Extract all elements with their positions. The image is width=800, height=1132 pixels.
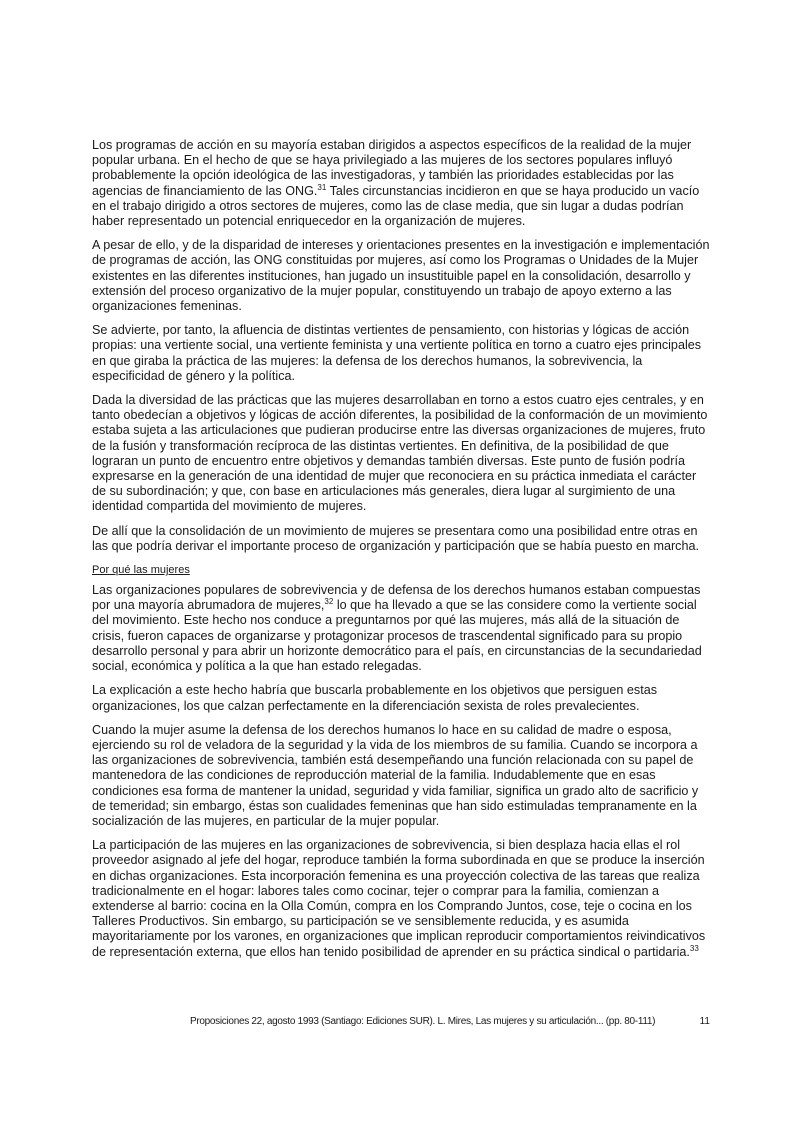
paragraph-5: De allí que la consolidación de un movimiento de mujeres se presentara como una posibilidad entre otras en las que podría derivar el importante proceso de organización y participación que se había puesto en marcha. xyxy=(92,523,699,553)
document-body xyxy=(92,138,710,969)
section-paragraph-2: La explicación a este hecho habría que buscarla probablemente en los objetivos que persiguen estas organizaciones, los que calzan perfectamente en la diferenciación sexista de roles prevalecientes. xyxy=(92,683,657,713)
page-footer xyxy=(190,1015,710,1029)
page-number: 11 xyxy=(699,1016,710,1027)
paragraph-4: Dada la diversidad de las prácticas que las mujeres desarrollaban en torno a estos cuatro ejes centrales, y en tanto obedecían a objetivos y lógicas de acción diferentes, la posibilidad de la conformación de un movimiento estaba sujeta a las articulaciones que pudieran producirse entre las diversas organizaciones de mujeres, fruto de la fusión y transformación recíproca de las distintas vertientes. En definitiva, de la posibilidad de que lograran un punto de encuentro entre objetivos y demandas también diversas. Este punto de fusión podría expresarse en la generación de una identidad de mujer que reconociera en su práctica inmediata el carácter de su subordinación; y que, con base en articulaciones más generales, diera lugar al surgimiento de una identidad compartida del movimiento de mujeres. xyxy=(92,393,708,514)
footnote-ref-32[interactable]: 32 xyxy=(324,597,334,607)
paragraph-3: Se advierte, por tanto, la afluencia de distintas vertientes de pensamiento, con historias y lógicas de acción propias: una vertiente social, una vertiente feminista y una vertiente política en torno a cuatro ejes principales en que giraba la práctica de las mujeres: la defensa de los derechos humanos, la sobrevivencia, la especificidad de género y la política. xyxy=(92,323,702,383)
section-paragraph-3: Cuando la mujer asume la defensa de los derechos humanos lo hace en su calidad de madre o esposa, ejerciendo su rol de veladora de la seguridad y la vida de los miembros de su familia. Cuando se incorpora a las organizaciones de sobrevivencia, también está desempeñando una función relacionada con su papel de mantenedora de las condiciones de reproducción material de la familia. Indudablemente que en esas condiciones esa forma de mantener la unidad, seguridad y vida familiar, significa un grado alto de sacrificio y de temeridad; sin embargo, éstas son cualidades femeninas que han sido estimuladas tempranamente en la socialización de las mujeres, en particular de la mujer popular. xyxy=(92,722,699,828)
section-paragraph-1: Las organizaciones populares de sobrevivencia y de defensa de los derechos humanos estaban compuestas por una mayoría abrumadora de mujeres,$^{32}$ lo que ha llevado a que se las considere como la vertiente social del movimiento. Este hecho nos conduce a preguntarnos por qué las mujeres, más allá de la situación de crisis, fueron capaces de organizarse y protagonizar procesos de trascendental significado para su propio desarrollo personal y para abrir un horizonte democrático para el país, en circunstancias de la secundariedad social, económica y política a la que han estado relegadas. xyxy=(92,583,702,674)
footnote-ref-33[interactable]: 33 xyxy=(689,943,699,953)
section-paragraph-4: La participación de las mujeres en las organizaciones de sobrevivencia, si bien desplaza hacia ellas el rol proveedor asignado al jefe del hogar, reproduce también la forma subordinada en que se produce la inserción en dichas organizaciones. Esta incorporación femenina es una proyección colectiva de las tareas que realiza tradicionalmente en el hogar: labores tales como cocinar, tejer o comprar para la familia, comienzan a extenderse al barrio: cocina en la Olla Común, compra en los Comprando Juntos, cose, teje o cocina en los Talleres Productivos. Sin embargo, su participación se ve sensiblemente reducida, y es asumida mayoritariamente por los varones, en organizaciones que implican reproducir comportamientos reivindicativos de representación externa, que ellos han tenido posibilidad de aprender en su práctica sindical o partidaria.$^{33}$ xyxy=(92,838,706,959)
footnote-ref-31[interactable]: 31 xyxy=(317,182,327,192)
footer-citation: Proposiciones 22, agosto 1993 (Santiago: Ediciones SUR). L. Mires, Las mujeres y su articulación... (pp. 80-111) xyxy=(190,1016,656,1027)
paragraph-2: A pesar de ello, y de la disparidad de intereses y orientaciones presentes en la investigación e implementación de programas de acción, las ONG constituidas por mujeres, así como los Programas o Unidades de la Mujer existentes en las diferentes instituciones, han jugado un insustituible papel en la consolidación, desarrollo y extensión del proceso organizativo de la mujer popular, constituyendo un trabajo de apoyo externo a las organizaciones femeninas. xyxy=(92,238,710,314)
section-heading: Por qué las mujeres xyxy=(92,564,190,577)
paragraph-1: Los programas de acción en su mayoría estaban dirigidos a aspectos específicos de la realidad de la mujer popular urbana. En el hecho de que se haya privilegiado a las mujeres de los sectores populares influyó probablemente la opción ideológica de las investigadoras, y también las prioridades establecidas por las agencias de financiamiento de las ONG.$^{31}$ Tales circunstancias incidieron en que se haya producido un vacío en el trabajo dirigido a otros sectores de mujeres, como las de clase media, que sin lugar a dudas podrían haber representado un potencial enriquecedor en la organización de mujeres. xyxy=(92,138,700,229)
